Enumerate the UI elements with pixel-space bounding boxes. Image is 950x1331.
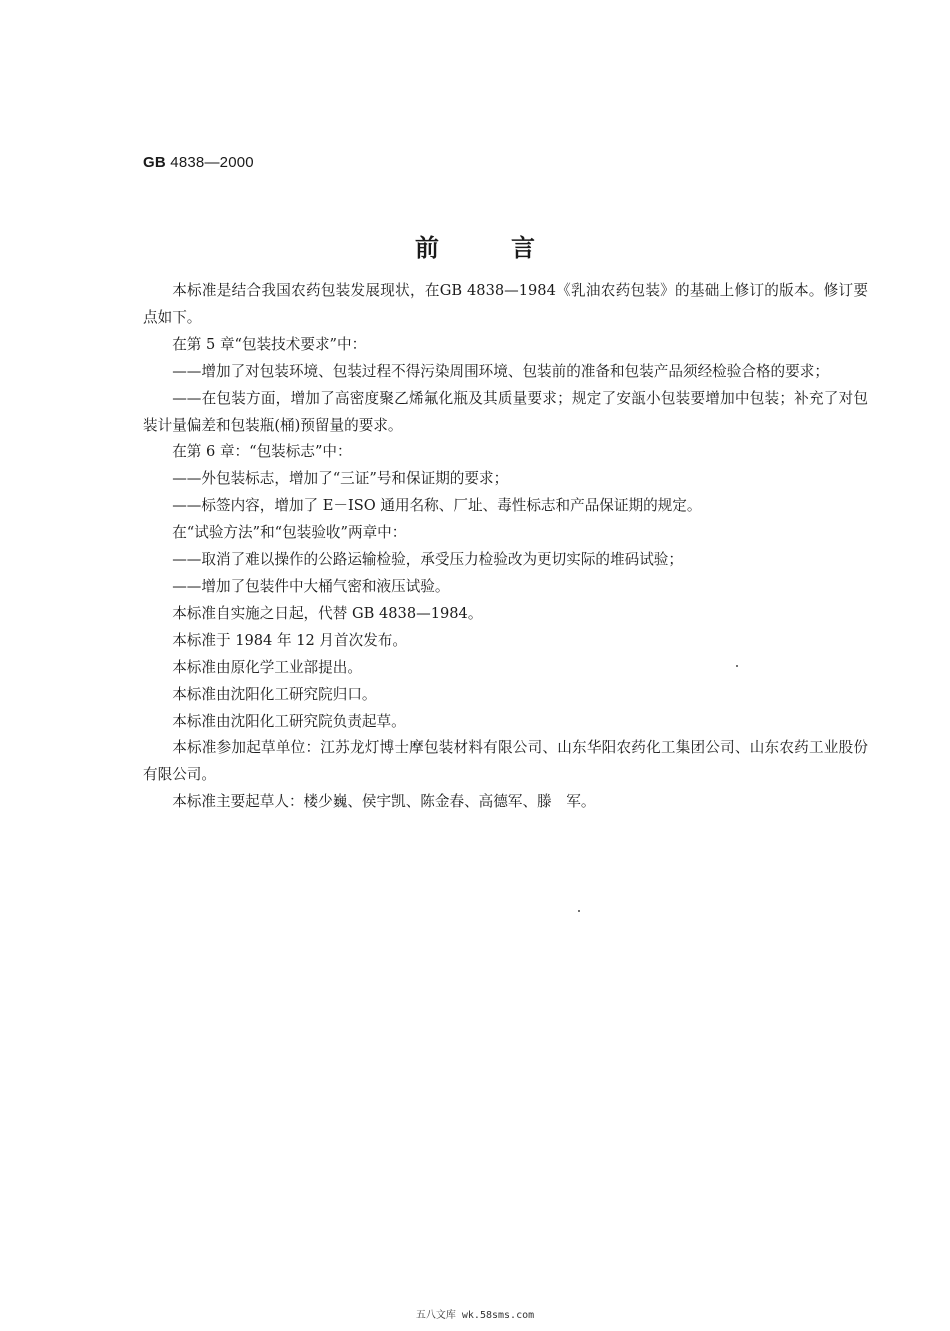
document-code-prefix: GB <box>143 154 166 171</box>
paragraph: ——外包装标志，增加了“三证”号和保证期的要求； <box>172 470 509 488</box>
paragraph: ——增加了包装件中大桶气密和液压试验。 <box>172 577 450 595</box>
document-code-number: 4838—2000 <box>170 154 254 171</box>
paragraph: 在“试验方法”和“包装验收”两章中： <box>172 524 407 542</box>
page-title: 前言 <box>415 233 607 262</box>
paragraph: 本标准是结合我国农药包装发展现状，在GB 4838—1984《乳油农药包装》的基础上修订的版本。修订要点如下。 <box>143 282 868 326</box>
paragraph: 本标准参加起草单位：江苏龙灯博士摩包装材料有限公司、山东华阳农药化工集团公司、山东农药工业股份有限公司。 <box>143 739 868 784</box>
paragraph: 本标准于 1984 年 12 月首次发布。 <box>172 631 407 649</box>
paragraph: ——在包装方面，增加了高密度聚乙烯氟化瓶及其质量要求；规定了安瓿小包装要增加中包装；补充了对包装计量偏差和包装瓶(桶)预留量的要求。 <box>143 389 868 434</box>
footer-watermark: 五八文库 wk.58sms.com <box>415 1310 535 1321</box>
paragraph: 本标准主要起草人：楼少巍、侯宇凯、陈金春、高德军、滕 军。 <box>172 793 596 811</box>
paragraph: 本标准由沈阳化工研究院归口。 <box>172 685 377 703</box>
document-code <box>143 154 254 171</box>
paragraph: 本标准由沈阳化工研究院负责起草。 <box>172 712 406 730</box>
paragraph: ——取消了难以操作的公路运输检验，承受压力检验改为更切实际的堆码试验； <box>172 551 683 569</box>
paragraph: 在第 6 章：“包装标志”中： <box>172 443 352 461</box>
scan-speck <box>736 665 738 667</box>
scan-speck <box>578 910 580 912</box>
foreword-body <box>143 278 868 816</box>
paragraph: 本标准自实施之日起，代替 GB 4838—1984。 <box>172 604 483 622</box>
paragraph: 本标准由原化学工业部提出。 <box>172 658 362 676</box>
paragraph: ——标签内容，增加了 E－ISO 通用名称、厂址、毒性标志和产品保证期的规定。 <box>172 497 702 515</box>
paragraph: ——增加了对包装环境、包装过程不得污染周围环境、包装前的准备和包装产品须经检验合格的要求； <box>172 362 829 380</box>
paragraph: 在第 5 章“包装技术要求”中： <box>172 335 367 353</box>
